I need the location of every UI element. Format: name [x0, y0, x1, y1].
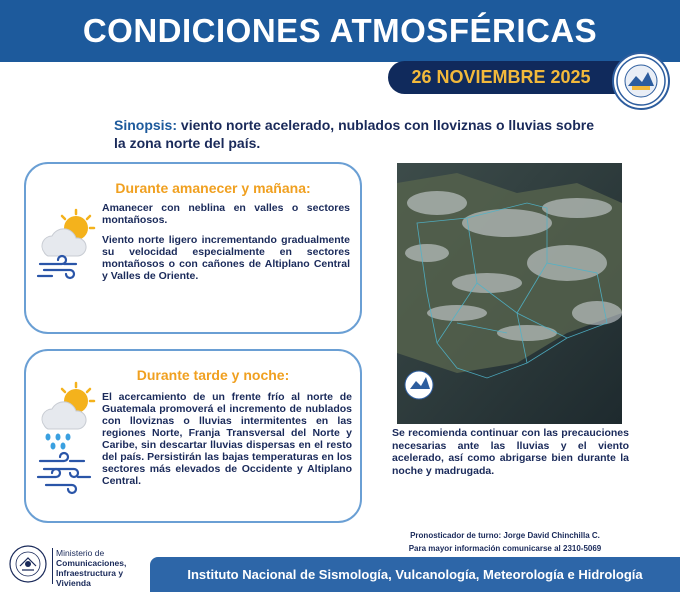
page-title: CONDICIONES ATMOSFÉRICAS [82, 12, 598, 49]
synopsis-label: Sinopsis: [114, 117, 178, 133]
insivumeh-logo [612, 52, 670, 110]
ministry-name-line-1: Ministerio de [56, 548, 105, 558]
insivumeh-seal-icon [614, 54, 668, 108]
institute-name: Instituto Nacional de Sismología, Vulcanología, Meteorología e Hidrología [187, 567, 643, 582]
morning-card [24, 162, 362, 334]
morning-paragraph-1: Amanecer con neblina en valles o sectores montañosos. [102, 202, 350, 226]
synopsis [114, 116, 594, 152]
recommendation-text: Se recomienda continuar con las precauciones necesarias ante las lluvias y el viento acelerado, así como abrigarse bien durante la noche y madrugada. [392, 427, 629, 477]
ministry-name-line-4: Vivienda [56, 578, 91, 588]
guatemala-seal-icon [8, 544, 48, 584]
ministry-name-line-2: Comunicaciones, [56, 558, 127, 568]
evening-card [24, 349, 362, 523]
contact-phone: Para mayor información comunicarse al 2310-5069 [408, 544, 602, 553]
footer-banner [150, 557, 680, 592]
date-banner [388, 61, 636, 94]
forecaster-info [380, 529, 630, 555]
morning-paragraph-2: Viento norte ligero incrementando gradualmente su velocidad especialmente en sectores montañosos o con cañones de Altiplano Central y Valles de Oriente. [102, 234, 350, 282]
satellite-image [397, 163, 622, 424]
evening-paragraph-1: El acercamiento de un frente frío al norte de Guatemala promoverá el incremento de nublados con lloviznas o lluvias intermitentes en las regiones Norte, Franja Transversal del Norte y Caribe, sin descartar lluvias dispersas en el resto del país. Persistirán las bajas temperaturas en los sectores más elevados de Occidente y Altiplano Central. [102, 391, 352, 487]
forecaster-name: Pronosticador de turno: Jorge David Chinchilla C. [410, 531, 600, 540]
ministry-logo [8, 544, 148, 588]
synopsis-text: viento norte acelerado, nublados con lloviznas o lluvias sobre la zona norte del país. [114, 117, 595, 151]
evening-title: Durante tarde y noche: [136, 367, 290, 383]
header-banner [0, 0, 680, 62]
ministry-divider [52, 548, 53, 584]
rain-cloud-wind-icon [34, 381, 100, 504]
morning-title: Durante amanecer y mañana: [115, 180, 311, 196]
date-label: 26 NOVIEMBRE 2025 [411, 67, 591, 87]
ministry-name-line-3: Infraestructura y [56, 568, 124, 578]
partly-cloudy-wind-icon [34, 206, 100, 291]
